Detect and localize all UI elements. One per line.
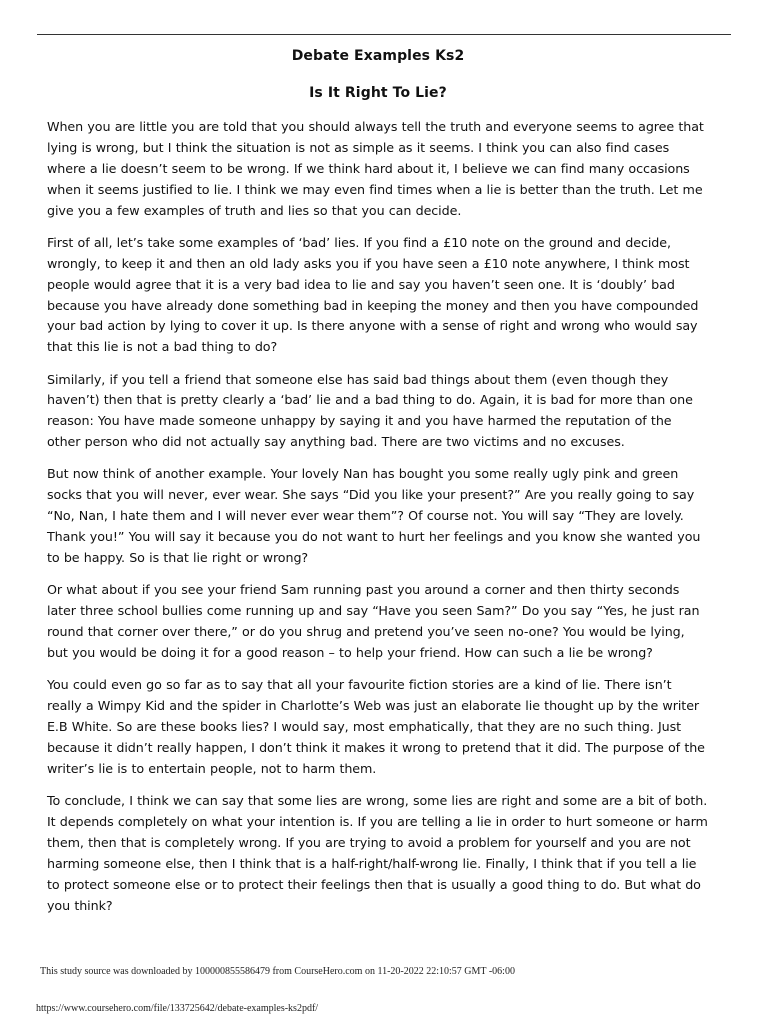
paragraph-similarly: Similarly, if you tell a friend that someone else has said bad things about them (even though they haven’t) then that is pretty clearly a ‘bad’ lie and a bad thing to do. Again, it is bad for more than one reason: You have made someone unhappy by saying it and you have harmed the reputation of the other person who did not actually say anything bad. There are two victims and no excuses. [47,371,693,450]
paragraph-nan-socks: But now think of another example. Your lovely Nan has bought you some really ugly pink and green socks that you will never, ever wear. She says “Did you like your present?” Are you really going to say “No, Nan, I hate them and I will never ever wear them”? Of course not. You will say “They are lovely. Thank you!” You will say it because you do not want to hurt her feelings and you know she wanted you to be happy. So is that lie right or wrong? [47,466,701,566]
source-note: This study source was downloaded by 100000855586479 from CourseHero.com on 11-20-2022 22:10:57 GMT -06:00 [40,966,515,977]
paragraph-friend-sam: Or what about if you see your friend Sam running past you around a corner and then thirty seconds later three school bullies come running up and say “Have you seen Sam?” Do you say “Yes, he just ran round that corner over there,” or do you shrug and pretend you’ve seen no-one? You would be lying, but you would be doing it for a good reason – to help your friend. How can such a lie be wrong? [47,582,700,661]
document-title: Debate Examples Ks2 [291,48,465,64]
source-url-link[interactable]: https://www.coursehero.com/file/133725642/debate-examples-ks2pdf/ [36,1003,319,1014]
paragraph-fiction: You could even go so far as to say that all your favourite fiction stories are a kind of lie. There isn’t really a Wimpy Kid and the spider in Charlotte’s Web was just an elaborate lie thought up by the writer E.B White. So are these books lies? I would say, most emphatically, that they are no such thing. Just because it didn’t really happen, I don’t think it makes it wrong to pretend that it did. The purpose of the writer’s lie is to entertain people, not to harm them. [47,677,705,776]
paragraph-intro: When you are little you are told that you should always tell the truth and everyone seems to agree that lying is wrong, but I think the situation is not as simple as it seems. I think you can also find cases where a lie doesn’t seem to be wrong. If we think hard about it, I believe we can find many occasions when it seems justified to lie. I think we may even find times when a lie is better than the truth. Let me give you a few examples of truth and lies so that you can decide. [47,119,704,218]
paragraph-conclusion: To conclude, I think we can say that some lies are wrong, some lies are right and some are a bit of both. It depends completely on what your intention is. If you are telling a lie in order to hurt someone or harm them, then that is completely wrong. If you are trying to avoid a problem for yourself and you are not harming someone else, then I think that is a half-right/half-wrong lie. Finally, I think that if you tell a lie to protect someone else or to protect their feelings then that is usually a good thing to do. But what do you think? [47,793,708,913]
document-body [47,46,709,928]
document-subtitle: Is It Right To Lie? [309,85,447,101]
header-divider [37,34,731,35]
paragraph-bad-lies: First of all, let’s take some examples of ‘bad’ lies. If you find a £10 note on the ground and decide, wrongly, to keep it and then an old lady asks you if you have seen a £10 note anywhere, I think most people would agree that it is a very bad idea to lie and say you haven’t seen one. It is ‘doubly’ bad because you have already done something bad in keeping the money and then you have compounded your bad action by lying to cover it up. Is there anyone with a sense of right and wrong who would say that this lie is not a bad thing to do? [47,234,699,355]
